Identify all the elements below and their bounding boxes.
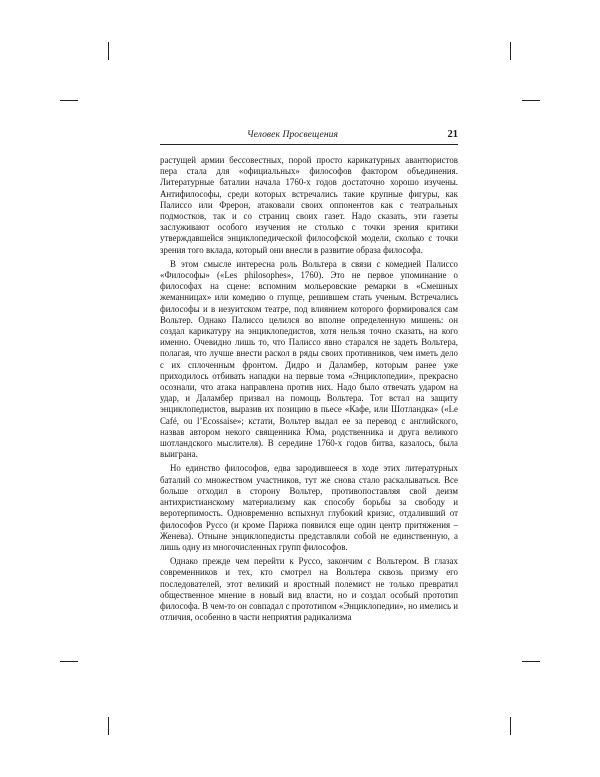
page-number: 21: [447, 129, 458, 140]
paragraph: растущей армии бессовестных, порой просто карикатурных авантюристов пера стала для «официальных» философов фактором объединения. Литературные баталии начала 1760-х годов достаточно хорошо изучены. Антифилософы, среди которых встречались такие крупные фигуры, как Палиссо или Фрерон, атаковали своих оппонентов как с театральных подмостков, так и со страниц своих газет. Надо сказать, эти газеты заслуживают особого изучения не столько с точки зрения критики утверждавшейся энциклопедической философской модели, сколько с точки зрения того вклада, который они внесли в развитие образа философа.: [160, 155, 458, 255]
paragraph: В этом смысле интересна роль Вольтера в связи с комедией Палиссо «Философы» («Les philosophes», 1760). Это не первое упоминание о философах на сцене: вспомним мольеровские ремарки в «Смешных жеманницах» или комедию о глупце, решившем стать ученым. Встречались философы и в иезуитском театре, под влиянием которого формировался сам Вольтер. Однако Палиссо целился во вполне определенную мишень: он создал карикатуру на энциклопедистов, хотя нельзя точно сказать, на кого именно. Очевидно лишь то, что Палиссо явно старался не задеть Вольтера, полагая, что лучше внести раскол в ряды своих противников, чем иметь дело с их сплоченным фронтом. Дидро и Даламбер, которым ранее уже приходилось отбивать нападки на первые тома «Энциклопедии», прекрасно осознали, что атака направлена против них. Надо было отвечать ударом на удар, и Даламбер призвал на помощь Вольтера. Тот встал на защиту энциклопедистов, выразив их позицию в пьесе «Кафе, или Шотландка» («Le Café, ou l’Ecossaise»; кстати, Вольтер выдал ее за перевод с английского, назвав автором некого священника Юма, родственника и друга великого шотландского мыслителя). В середине 1760-х годов битва, казалось, была выиграна.: [160, 258, 458, 460]
running-head: [160, 130, 458, 145]
paragraph: Однако прежде чем перейти к Руссо, закончим с Вольтером. В глазах современников и тех, кто смотрел на Вольтера сквозь призму его последователей, этот великий и яростный полемист не только превратил общественное мнение в новый вид власти, но и создал особый прототип философа. В чем-то он совпадал с прототипом «Энциклопедии», но имелись и отличия, особенно в части неприятия радикализма: [160, 556, 458, 623]
crop-mark: [108, 717, 109, 735]
text-block: [160, 155, 458, 626]
crop-mark: [522, 100, 540, 101]
crop-mark: [510, 717, 511, 735]
crop-mark: [60, 661, 78, 662]
crop-mark: [60, 100, 78, 101]
running-title: Человек Просвещения: [246, 130, 338, 140]
crop-mark: [108, 42, 109, 60]
crop-mark: [510, 42, 511, 60]
crop-mark: [522, 661, 540, 662]
paragraph: Но единство философов, едва зародившееся в ходе этих литературных баталий со множеством участников, тут же снова стало раскалываться. Все больше отходил в сторону Вольтер, противопоставляя свой деизм антихристианскому материализму как способу борьбы за свободу и веротерпимость. Одновременно вспыхнул глубокий кризис, отдаливший от философов Руссо (и кроме Парижа появился еще один центр притяжения – Женева). Отныне энциклопедисты представляли собой не единственную, а лишь одну из многочисленных групп философов.: [160, 463, 458, 552]
